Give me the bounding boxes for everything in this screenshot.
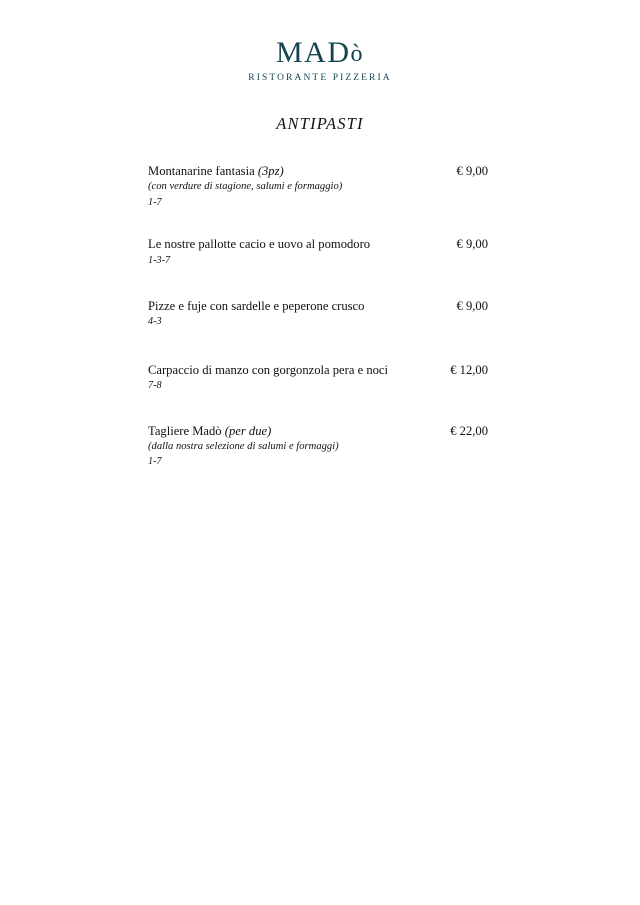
item-price: € 22,00 — [450, 423, 488, 438]
item-allergens: 1-3-7 — [148, 254, 171, 266]
item-name — [148, 236, 370, 252]
item-description: (dalla nostra selezione di salumi e formaggi) — [148, 441, 339, 453]
restaurant-logo — [0, 38, 640, 83]
item-description: (con verdure di stagione, salumi e formaggio) — [148, 181, 343, 193]
item-header — [148, 236, 488, 252]
item-name — [148, 163, 284, 179]
item-price: € 9,00 — [456, 237, 488, 252]
item-allergens: 7-8 — [148, 380, 162, 392]
item-name-text: Le nostre pallotte cacio e uovo al pomodoro — [148, 237, 371, 252]
item-price: € 9,00 — [456, 164, 488, 178]
item-header — [148, 298, 488, 314]
list-item — [148, 362, 488, 393]
item-header — [148, 163, 488, 179]
item-allergens: 1-7 — [148, 456, 162, 468]
item-name-text: Carpaccio di manzo con gorgonzola pera e noci — [148, 362, 389, 377]
logo-subtitle: RISTORANTE PIZZERIA — [248, 73, 392, 83]
list-item — [148, 298, 488, 329]
list-item — [148, 236, 488, 267]
item-name-text: Pizze e fuje con sardelle e peperone crusco — [148, 298, 365, 313]
logo-name-accent: ò — [350, 41, 364, 67]
item-name — [148, 298, 364, 314]
item-price: € 12,00 — [450, 362, 488, 377]
menu-list — [148, 163, 488, 495]
page-title: ANTIPASTI — [276, 114, 364, 133]
item-allergens: 1-7 — [148, 196, 162, 208]
item-name-text: Tagliere Madò — [148, 423, 222, 438]
item-name — [148, 423, 271, 439]
item-header — [148, 423, 488, 439]
item-quantity: (per due) — [224, 423, 272, 438]
item-header — [148, 362, 488, 378]
logo-wordmark — [0, 38, 640, 68]
list-item — [148, 423, 488, 469]
item-quantity: (3pz) — [257, 164, 284, 178]
item-price: € 9,00 — [456, 298, 488, 313]
list-item — [148, 163, 488, 209]
logo-name-main: MAD — [275, 36, 351, 69]
item-name — [148, 362, 388, 378]
item-allergens: 4-3 — [148, 315, 162, 327]
item-name-text: Montanarine fantasia — [148, 164, 255, 178]
